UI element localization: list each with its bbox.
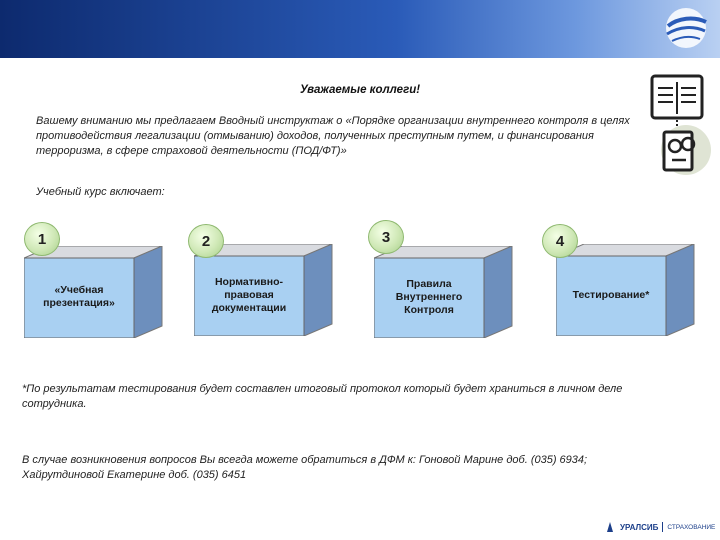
- contact-info: В случае возникновения вопросов Вы всегда можете обратиться в ДФМ к: Гоновой Марине доб. (035) 6934; Хайрутдиновой Екатерине доб. (035) 6451: [22, 454, 588, 481]
- header-band: [0, 0, 720, 58]
- footer-brand: УРАЛСИБ: [620, 522, 659, 532]
- course-number-badge: 4: [542, 224, 578, 258]
- course-item-2: [194, 244, 334, 336]
- course-item-1: [24, 246, 164, 338]
- course-item-label: «Учебная презентация»: [43, 284, 115, 309]
- course-number-badge: 2: [188, 224, 224, 258]
- testing-note: *По результатам тестирования будет составлен итоговый протокол который будет храниться в личном деле сотрудника.: [22, 383, 623, 410]
- course-item-label: Нормативно-правовая документации: [211, 275, 287, 314]
- book-and-person-icon: [648, 74, 714, 178]
- intro-text: Вашему вниманию мы предлагаем Вводный инструктаж о «Порядке организации внутреннего контроля в целях противодействия легализации (отмыванию) доходов, полученных преступным путем, и финансирования терроризма, в сфере страховой деятельности (ПОД/ФТ)»: [36, 115, 630, 157]
- footer-sub: СТРАХОВАНИЕ: [667, 523, 716, 531]
- globe-logo-icon: [662, 4, 710, 52]
- course-item-4: [556, 244, 696, 336]
- course-number-badge: 3: [368, 220, 404, 254]
- footer-divider: [662, 522, 663, 532]
- course-item-label: Тестирование*: [572, 288, 650, 301]
- brand-mark-icon: [604, 521, 616, 533]
- course-label: Учебный курс включает:: [36, 186, 165, 198]
- footer-brand-logo: [604, 520, 715, 534]
- course-item-3: [374, 246, 514, 338]
- page-title: Уважаемые коллеги!: [299, 84, 421, 96]
- course-number-badge: 1: [24, 222, 60, 256]
- course-item-label: Правила Внутреннего Контроля: [395, 277, 463, 316]
